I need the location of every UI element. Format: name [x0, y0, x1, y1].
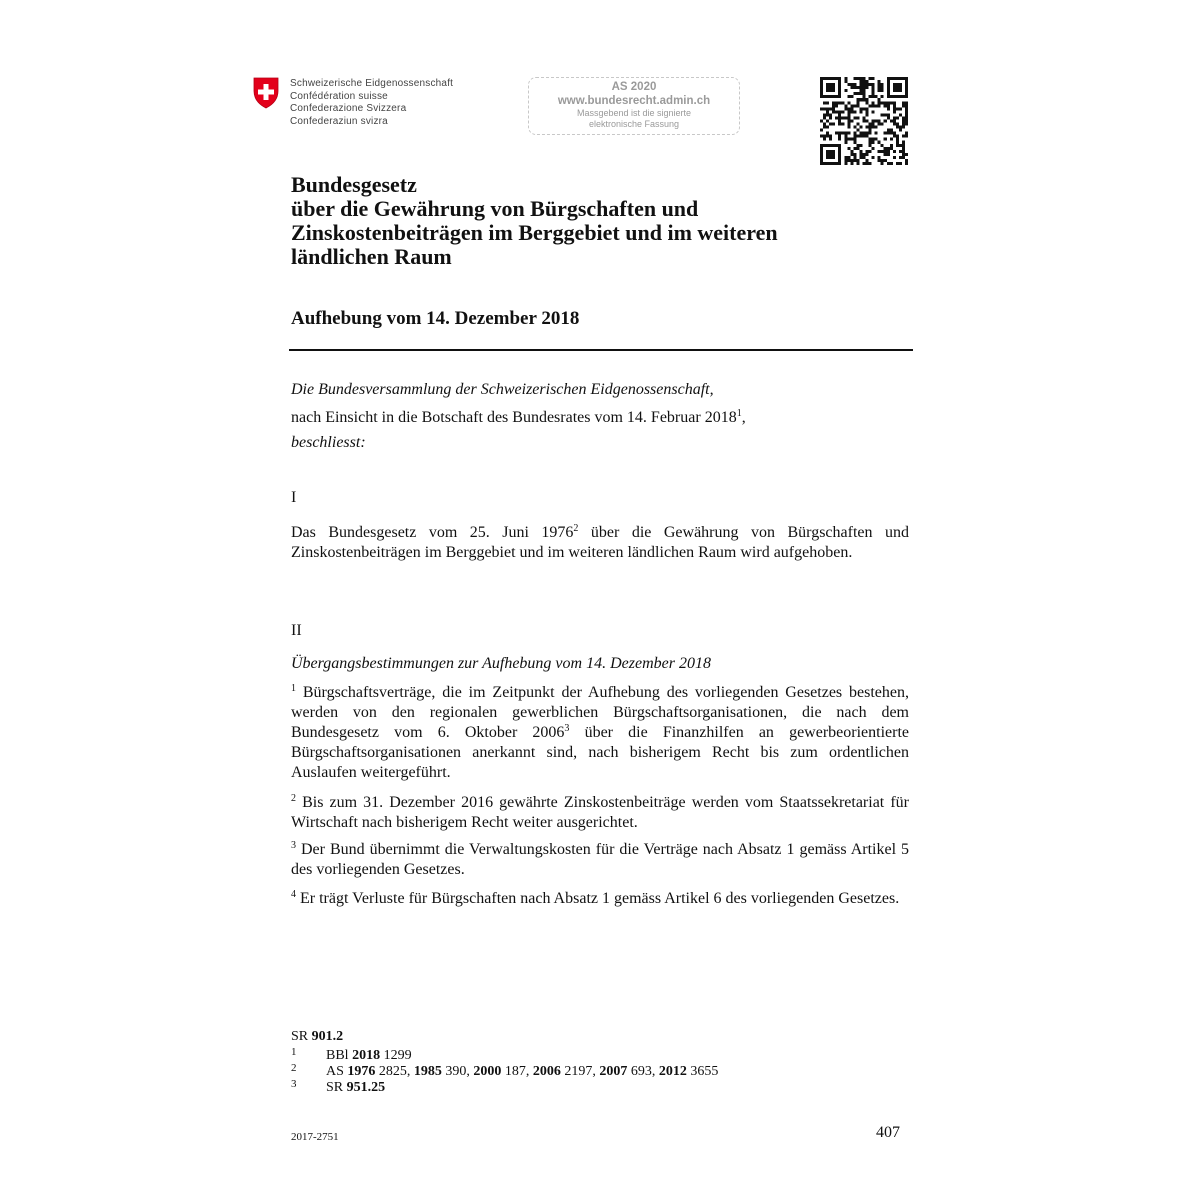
- title-line-1: Bundesgesetz: [291, 172, 417, 197]
- paragraph-3-text: Der Bund übernimmt die Verwaltungskosten für die Verträge nach Absatz 1 gemäss Artikel 5 des vorliegenden Gesetzes.: [291, 841, 909, 878]
- swiss-cross-shield-icon: [252, 77, 280, 109]
- footnote-3-text: [326, 1080, 385, 1096]
- section-2-heading: II: [291, 622, 302, 639]
- admin-name-rm: Confederaziun svizra: [290, 115, 388, 127]
- admin-name-fr: Confédération suisse: [290, 90, 388, 102]
- paragraph-1-text-b: über die Finanzhilfen an gewerbeorientierte Bürgschaftsorganisationen anerkannt sind, nach bisherigem Recht bis zum ordentlichen Auslaufen weitergeführt.: [291, 724, 909, 781]
- footnote-2-part: AS: [326, 1064, 348, 1079]
- preamble-line-3: beschliesst:: [291, 434, 366, 451]
- paragraph-1-number: 1: [291, 683, 296, 694]
- paragraph-3: [291, 840, 909, 880]
- footnote-2-part: 693,: [627, 1064, 659, 1079]
- page-number: 407: [876, 1124, 900, 1141]
- paragraph-2-text: Bis zum 31. Dezember 2016 gewährte Zinskostenbeiträge werden vom Staatssekretariat für Wirtschaft nach bisherigem Recht weiter ausgerichtet.: [291, 794, 909, 831]
- stamp-note-2: elektronische Fassung: [588, 119, 680, 129]
- document-subtitle: Aufhebung vom 14. Dezember 2018: [291, 308, 580, 329]
- footnote-2-part: 1985: [413, 1064, 442, 1079]
- qr-code-modules: [820, 77, 908, 165]
- footnote-2-text: [326, 1064, 718, 1080]
- stamp-as-year: AS 2020: [611, 81, 657, 93]
- footnote-1-text: [326, 1048, 412, 1064]
- qr-code-icon: [820, 77, 908, 165]
- footnote-3-label: SR: [326, 1080, 347, 1095]
- admin-name-de: Schweizerische Eidgenossenschaft: [290, 78, 454, 89]
- stamp-url: www.bundesrecht.admin.ch: [557, 95, 711, 107]
- paragraph-1-text-a: Bürgschaftsverträge, die im Zeitpunkt der Aufhebung des vorliegenden Gesetzes bestehen, werden von den regionalen gewerblichen Bürgschaftsorganisationen, die nach dem Bundesgesetz vom 6. Oktober 2006: [291, 684, 909, 741]
- footnote-1-part: BBl: [326, 1048, 353, 1063]
- footnote-3-value: 951.25: [346, 1080, 386, 1095]
- footnote-1-number: 1: [291, 1046, 297, 1058]
- footnote-2-part: 3655: [686, 1064, 719, 1079]
- footnote-2-part: 187,: [501, 1064, 533, 1079]
- footnote-ref-2: 2: [573, 523, 579, 534]
- admin-name-it: Confederazione Svizzera: [290, 103, 407, 114]
- footnote-2-part: 1976: [347, 1064, 376, 1079]
- footnote-2-part: 2012: [658, 1064, 687, 1079]
- stamp-note-1: Massgebend ist die signierte: [576, 108, 692, 118]
- preamble-line-1: Die Bundesversammlung der Schweizerischen Eidgenossenschaft,: [291, 381, 714, 398]
- sr-label: SR: [291, 1029, 312, 1044]
- document-number: 2017-2751: [291, 1131, 339, 1143]
- paragraph-4: [291, 889, 909, 909]
- paragraph-3-number: 3: [291, 840, 296, 851]
- section-1-text: [291, 523, 909, 563]
- footnote-1-page: 1299: [380, 1048, 412, 1063]
- footnote-2-part: 2006: [532, 1064, 561, 1079]
- section-1-text-a: Das Bundesgesetz vom 25. Juni 1976: [291, 524, 574, 541]
- official-publication-stamp: [528, 77, 740, 135]
- paragraph-2: [291, 793, 909, 833]
- footnote-2-part: 2197,: [560, 1064, 600, 1079]
- title-line-3: Zinskostenbeiträgen im Berggebiet und im weiteren: [291, 220, 778, 245]
- footnote-2-part: 2825,: [375, 1064, 414, 1079]
- paragraph-2-number: 2: [291, 793, 296, 804]
- footnote-2-number: 2: [291, 1062, 297, 1074]
- footnote-3-number: 3: [291, 1078, 297, 1090]
- paragraph-1: [291, 683, 909, 783]
- footnote-2-part: 2007: [599, 1064, 628, 1079]
- footnote-2-part: 2000: [473, 1064, 502, 1079]
- title-line-4: ländlichen Raum: [291, 244, 452, 269]
- footnote-ref-1: 1: [736, 408, 742, 419]
- preamble-comma: ,: [741, 409, 746, 426]
- section-1-heading: I: [291, 489, 297, 506]
- sr-number: [291, 1030, 343, 1044]
- paragraph-4-text: Er trägt Verluste für Bürgschaften nach Absatz 1 gemäss Artikel 6 des vorliegenden Gesetzes.: [296, 890, 900, 907]
- section-2-subheading: Übergangsbestimmungen zur Aufhebung vom 14. Dezember 2018: [291, 655, 711, 672]
- section-1-text-b: über die Gewährung von Bürgschaften und Zinskostenbeiträgen im Berggebiet und im weiteren ländlichen Raum wird aufgehoben.: [291, 524, 909, 561]
- title-divider: [289, 349, 913, 351]
- title-line-2: über die Gewährung von Bürgschaften und: [291, 196, 699, 221]
- footnote-ref-3: 3: [564, 723, 570, 734]
- preamble-text: nach Einsicht in die Botschaft des Bundesrates vom 14. Februar 2018: [291, 409, 737, 426]
- administration-names: [290, 78, 453, 128]
- paragraph-4-number: 4: [291, 889, 296, 900]
- document-title: [291, 173, 911, 269]
- sr-value: 901.2: [311, 1029, 344, 1044]
- footnote-2-part: 390,: [441, 1064, 474, 1079]
- footnote-1-year: 2018: [352, 1048, 381, 1063]
- preamble-line-2: [291, 408, 909, 428]
